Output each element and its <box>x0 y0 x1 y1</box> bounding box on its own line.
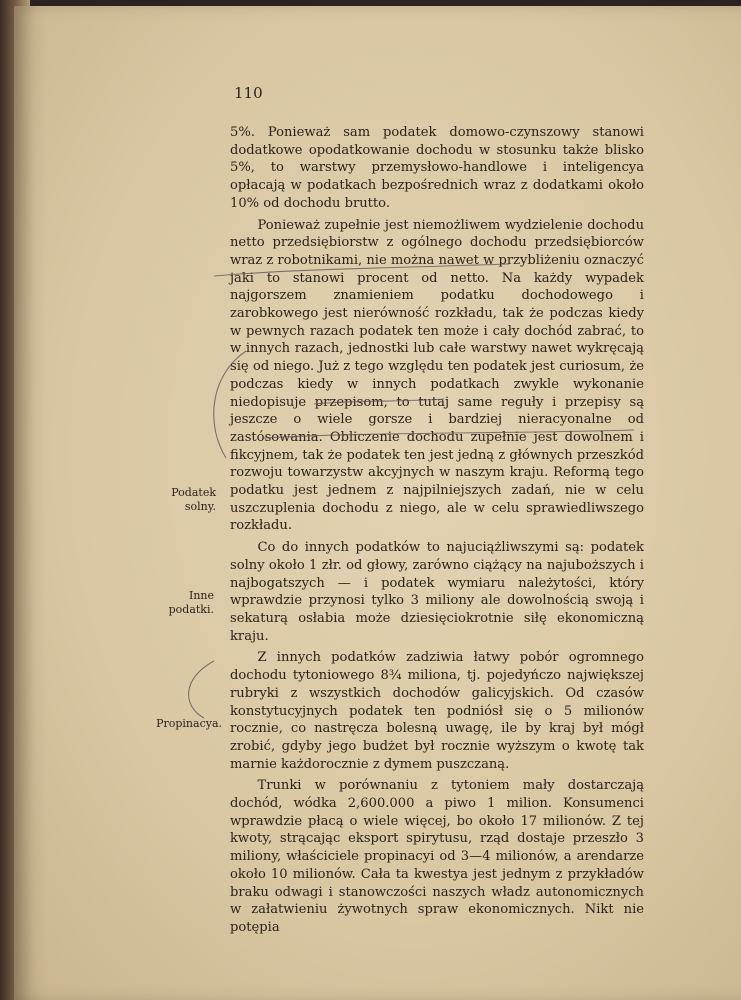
body-text <box>230 124 644 937</box>
paragraph: 5%. Ponieważ sam podatek domowo-czynszowy stanowi dodatkowe opodatkowanie dochodu w stosunku także blisko 5%, to warstwy przemysłowo-handlowe i inteligencya opłacają w podatkach bezpośrednich wraz z dodatkami około 10% od dochodu brutto. <box>230 125 644 211</box>
marginal-note-inne-podatki: Inne podatki. <box>168 589 214 616</box>
marginal-note-propinacya: Propinacya. <box>156 717 222 730</box>
book-page <box>14 6 741 1000</box>
paragraph: Ponieważ zupełnie jest niemożliwem wydzielenie dochodu netto przedsiębiorstw z ogólnego dochodu przedsiębiorców wraz z robotnikami, nie można nawet w przybliżeniu oznaczyć jaki to stanowi procent od netto. Na każdy wypadek najgorszem znamieniem podatku dochodowego i zarobkowego jest nierówność rozkładu, tak że podczas kiedy w pewnych razach podatek ten może i cały dochód zabrać, to w innych razach, jednostki lub całe warstwy nawet wykręcają się od niego. Już z tego względu ten podatek jest curiosum, że podczas kiedy w innych podatkach zwykle wykonanie niedopisuje przepisom, to tutaj same reguły i przepisy są jeszcze o wiele gorsze i bardziej nieracyonalne od zastósowania. Obliczenie dochodu zupełnie jest dowolnem i fikcyjnem, tak że podatek ten jest jedną z głównych przeszkód rozwoju towarzystw akcyjnych w naszym kraju. Reformą tego podatku jest jednem z najpilniejszych zadań, nie w celu uszczuplenia dochodu z niego, ale w celu sprawiedliwszego rozkładu. <box>230 217 645 534</box>
page-number: 110 <box>234 84 263 102</box>
paragraph: Co do innych podatków to najuciążliwszymi są: podatek solny około 1 złr. od głowy, zarówno ciążący na najuboższych i najbogatszych — i podatek wymiaru należytości, który wprawdzie przynosi tylko 3 miliony ale dowolnością swoją i sekaturą osłabia może dziesięciokrotnie siłę ekonomiczną kraju. <box>230 540 644 644</box>
bracket-mark <box>189 661 214 718</box>
paragraph: Z innych podatków zadziwia łatwy pobór ogromnego dochodu tytoniowego 8¾ miliona, tj. pojedyńczo największej rubryki z wszystkich dochodów galicyjskich. Od czasów konstytucyjnych podatek ten podniósł się o 5 milionów rocznie, co nastręcza bolesną uwagę, ile by kraj był mógł zrobić, gdyby jego budżet był rocznie wyższym o kwotę tak marnie każdorocznie z dymem puszczaną. <box>230 650 644 772</box>
marginal-note-podatek-solny: Podatek solny. <box>171 486 216 513</box>
paragraph: Trunki w porównaniu z tytoniem mały dostarczają dochód, wódka 2,600.000 a piwo 1 milion. Konsumenci wprawdzie płacą o wiele więcej, bo około 17 milionów. Z tej kwoty, strącając eksport spirytusu, rząd dostaje przeszło 3 miliony, właściciele propinacyi od 3—4 milionów, a arendarze około 10 milionów. Cała ta kwestya jest jednym z przykładów braku odwagi i stanowczości naszych władz autonomicznych w załatwieniu żywotnych spraw ekonomicznych. Nikt nie potępia <box>230 778 644 935</box>
